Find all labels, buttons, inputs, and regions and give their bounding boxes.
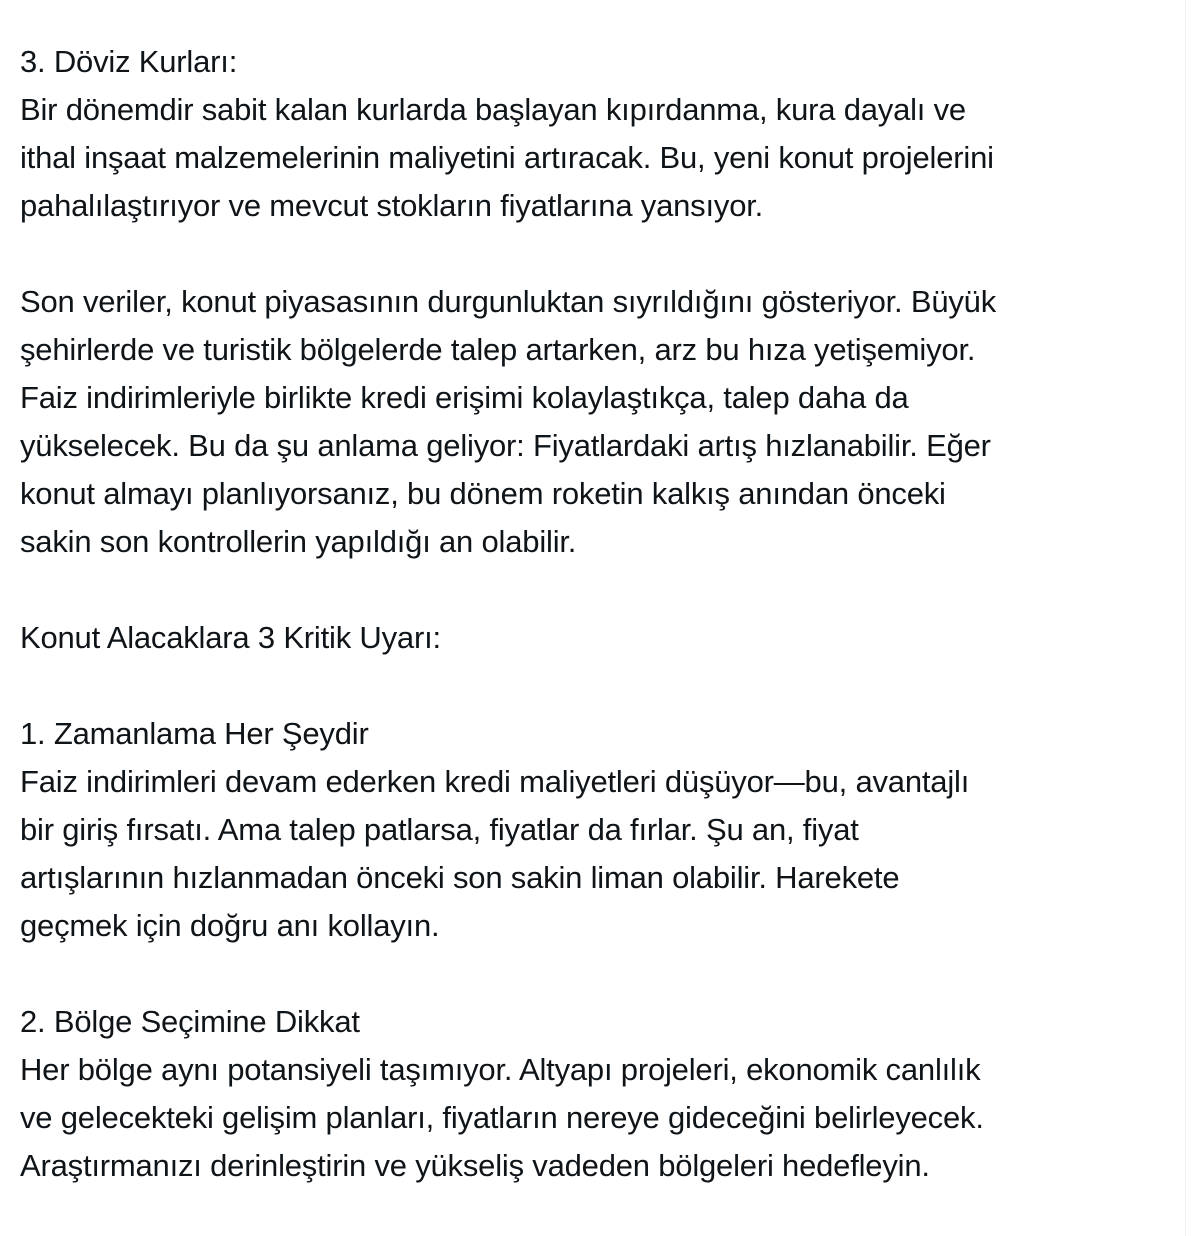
text-line: artışlarının hızlanmadan önceki son sakin liman olabilir. Harekete (20, 860, 900, 895)
section-heading-currency: 3. Döviz Kurları: (20, 44, 238, 79)
paragraph-market-data (20, 278, 1170, 566)
text-line: ve gelecekteki gelişim planları, fiyatların nereye gideceğini belirleyecek. (20, 1100, 984, 1135)
text-line: Her bölge aynı potansiyeli taşımıyor. Altyapı projeleri, ekonomik canlılık (20, 1052, 981, 1087)
text-line: geçmek için doğru anı kollayın. (20, 908, 440, 943)
paragraph-warning-region (20, 998, 1170, 1190)
text-line: sakin son kontrollerin yapıldığı an olabilir. (20, 524, 577, 559)
paragraph-warnings-title (20, 614, 1170, 662)
text-line: Faiz indirimleri devam ederken kredi maliyetleri düşüyor—bu, avantajlı (20, 764, 970, 799)
column-divider (1185, 0, 1186, 1236)
warnings-heading: Konut Alacaklara 3 Kritik Uyarı: (20, 620, 441, 655)
paragraph-currency-rates (20, 38, 1170, 230)
text-line: bir giriş fırsatı. Ama talep patlarsa, fiyatlar da fırlar. Şu an, fiyat (20, 812, 859, 847)
text-line: şehirlerde ve turistik bölgelerde talep artarken, arz bu hıza yetişemiyor. (20, 332, 976, 367)
text-line: Bir dönemdir sabit kalan kurlarda başlayan kıpırdanma, kura dayalı ve (20, 92, 966, 127)
text-line: Araştırmanızı derinleştirin ve yükseliş vadeden bölgeleri hedefleyin. (20, 1148, 930, 1183)
warning-heading-region: 2. Bölge Seçimine Dikkat (20, 1004, 360, 1039)
text-line: ithal inşaat malzemelerinin maliyetini artıracak. Bu, yeni konut projelerini (20, 140, 994, 175)
text-line: yükselecek. Bu da şu anlama geliyor: Fiyatlardaki artış hızlanabilir. Eğer (20, 428, 991, 463)
paragraph-warning-timing (20, 710, 1170, 950)
text-line: Son veriler, konut piyasasının durgunluktan sıyrıldığını gösteriyor. Büyük (20, 284, 997, 319)
text-line: pahalılaştırıyor ve mevcut stokların fiyatlarına yansıyor. (20, 188, 764, 223)
text-line: konut almayı planlıyorsanız, bu dönem roketin kalkış anından önceki (20, 476, 946, 511)
warning-heading-timing: 1. Zamanlama Her Şeydir (20, 716, 369, 751)
post-body-text (20, 38, 1170, 1190)
text-line: Faiz indirimleriyle birlikte kredi erişimi kolaylaştıkça, talep daha da (20, 380, 909, 415)
